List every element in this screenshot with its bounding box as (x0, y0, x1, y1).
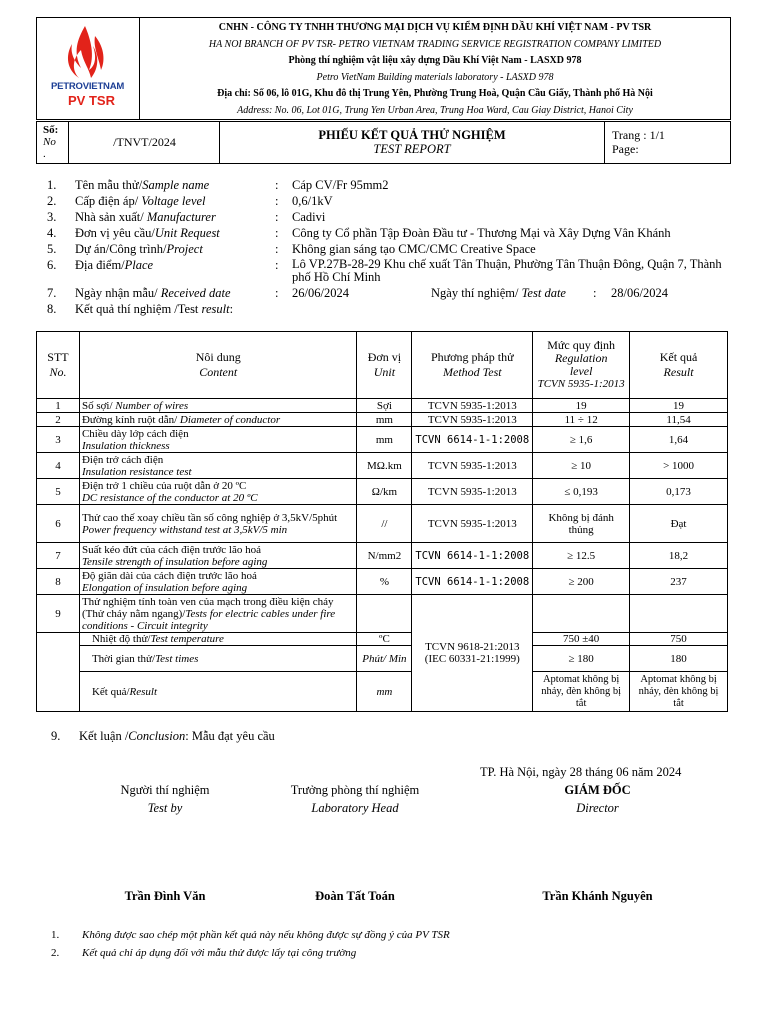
table-row: 7 Suất kéo đứt của cách điện trước lão hoá Tensile strength of insulation before aging N/mm2 TCVN 6614-1-1:2008 ≥ 12.5 18,2 (37, 543, 728, 569)
address-en: Address: No. 06, Lot 01G, Trung Yen Urban Area, Trung Hoa Ward, Cau Giay District, Hanoi City (237, 104, 633, 116)
place-date: TP. Hà Nội, ngày 28 tháng 06 năm 2024 (480, 765, 682, 779)
table-row: 5 Điện trở 1 chiều của ruột dẫn ở 20 ºC DC resistance of the conductor at 20 ºC Ω/km TCVN 5935-1:2013 ≤ 0,193 0,173 (37, 479, 728, 505)
director-name: Trần Khánh Nguyên (542, 889, 653, 903)
header-text (140, 18, 730, 119)
lab-name-en: Petro VietNam Building materials laboratory - LASXD 978 (316, 71, 554, 83)
report-bar (36, 121, 731, 164)
conclusion: 9. Kết luận /Conclusion: Mẫu đạt yêu cầu (51, 729, 275, 743)
tester-name: Trần Đình Văn (124, 889, 206, 903)
address: Địa chỉ: Số 06, lô 01G, Khu đô thị Trung Yên, Phường Trung Hoà, Quận Cầu Giấy, Thành phố Hà Nội (217, 88, 653, 99)
table-row: 4 Điện trở cách điện Insulation resistance test MΩ.km TCVN 5935-1:2013 ≥ 10 > 1000 (37, 453, 728, 479)
table-row: 2 Đường kính ruột dẫn/ Diameter of conductor mm TCVN 5935-1:2013 11 ÷ 12 11,54 (37, 413, 728, 427)
logo-subtext: PV TSR (68, 93, 115, 108)
table-row: 9 Thử nghiệm tính toàn ven của mạch trong điều kiện cháy (Thử cháy nằm ngang)/Tests for electric cables under fire conditions - Circuit integrity TCVN 9618-21:2013 (IEC 60331-21:1999) (37, 595, 728, 633)
signature-tester: Người thí nghiệm Test by (120, 783, 210, 815)
table-row: 8 Độ giãn dài của cách điện trước lão hoá Elongation of insulation before aging % TCVN 6614-1-1:2008 ≥ 200 237 (37, 569, 728, 595)
table-row: 3 Chiều dày lớp cách điện Insulation thickness mm TCVN 6614-1-1:2008 ≥ 1,6 1,64 (37, 427, 728, 453)
table-row: 1 Số sợi/ Number of wires Sợi TCVN 5935-1:2013 19 19 (37, 399, 728, 413)
document-header (36, 17, 731, 120)
table-header: STT No. Nôi dung Content Đơn vị Unit Phương pháp thử Method Test Mức quy định Regulation level TCVN 5935-1:2013 Kết quả Result (37, 332, 728, 399)
report-number: /TNVT/2024 (70, 122, 220, 163)
results-table (36, 331, 728, 712)
signature-lab-head: Trưởng phòng thí nghiệm Laboratory Head (290, 783, 420, 815)
company-name-en: HA NOI BRANCH OF PV TSR- PETRO VIETNAM TRADING SERVICE REGISTRATION COMPANY LIMITED (208, 38, 662, 50)
lab-name: Phòng thí nghiệm vật liệu xây dựng Dầu Khí Việt Nam - LASXD 978 (288, 55, 582, 66)
table-row: Kết quả/Result mm Aptomat không bị nhảy, đèn không bị tắt Aptomat không bị nhảy, đèn không bị tắt (37, 672, 728, 712)
company-name: CNHN - CÔNG TY TNHH THƯƠNG MẠI DỊCH VỤ KIỂM ĐỊNH DẦU KHÍ VIỆT NAM - PV TSR (218, 22, 652, 33)
report-title: PHIẾU KẾT QUẢ THỬ NGHIỆM TEST REPORT (220, 122, 605, 163)
table-row: Nhiệt độ thử/Test temperature ºC 750 ±40 750 (37, 633, 728, 646)
logo-text: PETROVIETNAM (51, 81, 125, 92)
report-number-label: Số: No . (37, 122, 69, 163)
page-number: Trang : 1/1 Page: (612, 128, 665, 156)
company-logo (37, 18, 140, 119)
signature-director: GIÁM ĐỐC Director (564, 783, 631, 815)
table-row: Thời gian thử/Test times Phút/ Min ≥ 180 180 (37, 646, 728, 672)
lab-head-name: Đoàn Tất Toán (315, 889, 395, 903)
table-row: 6 Thử cao thế xoay chiều tần số công nghiệp ở 3,5kV/5phút Power frequency withstand test at 3,5kV/5 min // TCVN 5935-1:2013 Không bị đánh thủng Đạt (37, 505, 728, 543)
